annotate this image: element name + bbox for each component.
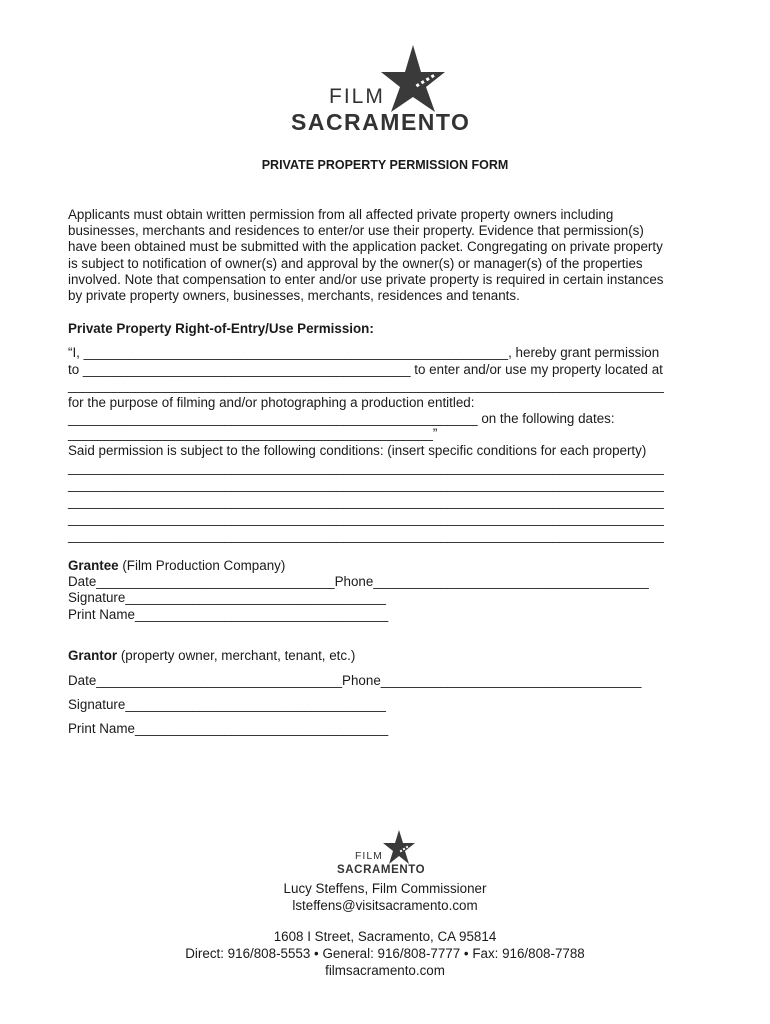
intro-line: Applicants must obtain written permission from all affected private property owners including xyxy=(68,207,614,222)
conditions-field[interactable]: ________________________________________________________________________________ xyxy=(68,477,664,492)
section-heading: Private Property Right-of-Entry/Use Permission: xyxy=(68,321,374,336)
grantor-description: (property owner, merchant, tenant, etc.) xyxy=(117,648,356,663)
grantor-heading xyxy=(68,648,355,663)
grantee-heading xyxy=(68,558,285,573)
grantor-label: Grantor xyxy=(68,648,118,663)
grantor-name-field[interactable]: “I, _________________________________________________________, hereby grant permission xyxy=(68,345,660,360)
production-title-field[interactable]: _______________________________________________________ on the following dates: xyxy=(68,411,615,426)
purpose-text: for the purpose of filming and/or photographing a production entitled: xyxy=(68,395,475,410)
intro-paragraph xyxy=(68,207,698,304)
commissioner-name: Lucy Steffens, Film Commissioner xyxy=(283,881,487,896)
grantor-print-name-field[interactable]: Print Name__________________________________ xyxy=(68,721,389,736)
intro-line: is subject to notification of owner(s) and approval by the owner(s) or manager(s) of the properties xyxy=(68,255,643,271)
grantee-name-field[interactable]: to ____________________________________________ to enter and/or use my property located at xyxy=(68,362,663,377)
dates-field[interactable]: _________________________________________________” xyxy=(68,426,438,441)
conditions-field[interactable]: ________________________________________________________________________________ xyxy=(68,511,664,526)
logo-film-text: FILM xyxy=(329,85,385,108)
intro-line: by private property owners, businesses, merchants, residences and tenants. xyxy=(68,288,520,304)
intro-line: businesses, merchants and residences to enter/or use their property. Evidence that permission(s) xyxy=(68,223,644,239)
grantee-description: (Film Production Company) xyxy=(118,558,286,573)
conditions-text: Said permission is subject to the following conditions: (insert specific conditions for each property) xyxy=(68,443,647,458)
star-icon xyxy=(383,830,415,864)
grantee-label: Grantee xyxy=(68,558,119,573)
form-title: PRIVATE PROPERTY PERMISSION FORM xyxy=(261,158,509,172)
intro-line: involved. Note that compensation to enter and/or use private property is required in certain instances xyxy=(68,271,664,287)
footer-logo-sacramento-text: SACRAMENTO xyxy=(337,864,426,876)
phone-numbers: Direct: 916/808-5553 • General: 916/808-7777 • Fax: 916/808-7788 xyxy=(185,946,585,961)
grantee-date-phone-field[interactable]: Date________________________________Phone_____________________________________ xyxy=(68,574,649,589)
grantor-date-phone-field[interactable]: Date_________________________________Phone___________________________________ xyxy=(68,673,642,688)
grantor-signature-field[interactable]: Signature___________________________________ xyxy=(68,697,386,712)
star-icon xyxy=(381,45,445,112)
grantee-print-name-field[interactable]: Print Name__________________________________ xyxy=(68,607,389,622)
contact-email[interactable]: lsteffens@visitsacramento.com xyxy=(292,898,478,913)
street-address: 1608 I Street, Sacramento, CA 95814 xyxy=(273,929,497,944)
website-link[interactable]: filmsacramento.com xyxy=(325,963,445,978)
conditions-field[interactable]: ________________________________________________________________________________ xyxy=(68,528,664,543)
film-sacramento-logo xyxy=(285,42,485,134)
film-sacramento-footer-logo xyxy=(335,828,435,876)
logo-sacramento-text: SACRAMENTO xyxy=(291,109,471,134)
grantee-signature-field[interactable]: Signature___________________________________ xyxy=(68,590,386,605)
property-location-field[interactable]: ________________________________________________________________________________ xyxy=(68,378,664,393)
conditions-field[interactable]: ________________________________________________________________________________ xyxy=(68,494,664,509)
conditions-field[interactable]: ________________________________________________________________________________ xyxy=(68,460,664,475)
footer-logo-film-text: FILM xyxy=(355,850,383,862)
intro-line: have been obtained must be submitted with the application packet. Congregating on private property xyxy=(68,239,663,255)
